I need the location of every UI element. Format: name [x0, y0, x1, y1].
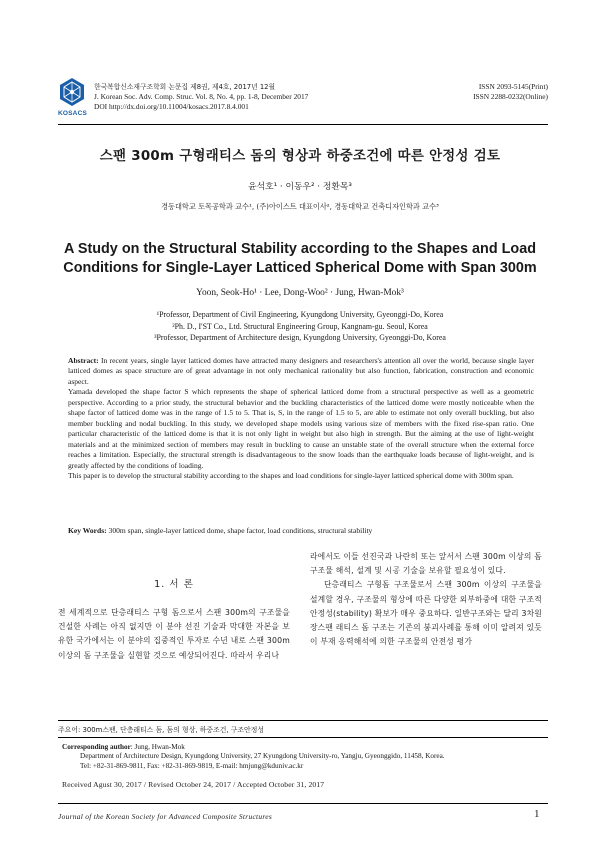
page-number: 1 [534, 808, 540, 820]
keywords-divider-top [58, 720, 548, 721]
issn-block [473, 82, 548, 102]
body-paragraph-right-2: 단층래티스 구형돔 구조물로서 스팬 300m 이상의 구조물을 설계할 경우, 구조물의 형상에 따른 다양한 외부하중에 대한 구조적 안정성(stability) 확보가 매우 중요하다. 일반구조와는 달리 3차원 장스팬 래티스 돔 구조는 기존의 붕괴사례를 통해 이미 알려져 있듯이 부재 응력해석에 의한 구조물의 안전성 평가 [310, 580, 542, 647]
received-dates: Received Agust 30, 2017 / Revised October 24, 2017 / Accepted October 31, 2017 [62, 780, 325, 789]
corresponding-address: Department of Architecture Design, Kyungdong University, 27 Kyungdong University-ro, Yangju, Gyeonggido, 11458, Korea. [80, 752, 445, 761]
abstract-paragraph-3: This paper is to develop the structural stability according to the shapes and load conditions for single-layer latticed spherical dome with 300m span. [68, 470, 514, 480]
kosacs-logo [58, 76, 86, 118]
english-title [40, 240, 560, 278]
issn-print: ISSN 2093-5145(Print) [478, 82, 548, 91]
corresponding-author-label: Corresponding author [62, 743, 131, 751]
affiliation-2: ²Ph. D., I'ST Co., Ltd. Structural Engineering Group, Kangnam-gu. Seoul, Korea [172, 321, 428, 331]
corresponding-author-name: : Jung, Hwan-Mok [130, 743, 185, 751]
abstract-text-1: In recent years, single layer latticed domes have attracted many designers and researchers's attention all over the world, because single layer latticed domes as space structure are of great advantage in not only mechanical rationality but also function, fabrication, construction and economic aspect. [68, 356, 534, 386]
body-left-column [58, 606, 290, 663]
abstract-paragraph-2: Yamada developed the shape factor S which represents the shape of spherical latticed dome from a structural perspective as well as a geometric perspective. According to a prior study, the structural behavior and the buckling characteristics of the latticed dome were mostly noticeable when the shape factor of latticed dome was in the range of 1.5 to 5. That is, S, in the range of 1.5 to 5, are able to estimate not only overall buckling, but also member buckling and nodal buckling. In this study, we developed shape models using various size of members with the fixed rise-span ratio. One particular characteristic of the latticed dome is that it is not only light in weight but also high in strength. But the aiming at the use of light-weight materials and at the minimized section of members may result in buckling to cause an unstable state of the overall structure when the external force reaches a limitation. Especially, the structural strength is disadvantageous to the snow loads than the earthquake loads because of light-weight, and is greatly affected by the conditions of loading. [68, 387, 534, 470]
abstract-label: Abstract: [68, 356, 99, 365]
keywords-text: 300m span, single-layer latticed dome, shape factor, load conditions, structural stability [108, 526, 373, 535]
body-right-column [310, 550, 542, 649]
journal-name-kr: 한국복합신소재구조학회 논문집 제8권, 제4호, 2017년 12월 [94, 83, 276, 91]
footer-journal-name: Journal of the Korean Society for Advanced Composite Structures [58, 812, 273, 821]
journal-name-en: J. Korean Soc. Adv. Comp. Struc. Vol. 8, No. 4, pp. 1-8, December 2017 [94, 92, 309, 101]
corresponding-author [62, 743, 542, 771]
korean-title: 스팬 300m 구형래티스 돔의 형상과 하중조건에 따른 안정성 검토 [99, 149, 501, 164]
keywords-label: Key Words: [68, 526, 107, 535]
affiliation-3: ³Professor, Department of Architecture design, Kyungdong University, Gyeonggi-Do, Korea [154, 333, 446, 342]
corresponding-contact: Tel: +82-31-869-9811, Fax: +82-31-869-9819, E-mail: hmjung@kduniv.ac.kr [80, 761, 304, 770]
doi-link[interactable]: DOI http://dx.doi.org/10.11004/kosacs.2017.8.4.001 [94, 102, 249, 111]
affiliation-1: ¹Professor, Department of Civil Engineering, Kyungdong University, Gyeonggi-Do, Korea [156, 310, 444, 319]
abstract-paragraph-1 [68, 356, 534, 387]
header-divider [58, 124, 548, 125]
english-affiliations [0, 309, 600, 344]
corresponding-author-line [62, 743, 542, 752]
korean-keywords: 주요어: 300m스팬, 단층래티스 돔, 돔의 형상, 하중조건, 구조안정성 [58, 726, 265, 734]
korean-authors: 윤석호¹ · 이동우² · 정환목³ [248, 182, 352, 192]
body-paragraph-left: 전 세계적으로 단층래티스 구형 돔으로서 스팬 300m의 구조물을 건설한 사례는 아직 없지만 이 분야 선진 기술과 막대한 자본을 보유한 국가에서는 이 분야의 집중적인 투자로 수년 내로 스팬 300m 이상의 돔 구조물을 실현할 것으로 예상되어진다. 따라서 우리나 [58, 608, 290, 660]
keywords-divider-bottom [58, 737, 548, 738]
keywords [68, 526, 534, 536]
journal-header [58, 74, 548, 122]
section-heading: 1. 서 론 [154, 579, 194, 590]
english-title-line2: Conditions for Single-Layer Latticed Spherical Dome with Span 300m [63, 260, 537, 276]
logo-text: KOSACS [58, 110, 88, 117]
footer-divider [58, 803, 548, 804]
issn-online: ISSN 2288-0232(Online) [473, 92, 548, 101]
english-authors: Yoon, Seok-Ho¹ · Lee, Dong-Woo² · Jung, Hwan-Mok³ [196, 288, 404, 298]
english-title-line1: A Study on the Structural Stability according to the Shapes and Load [63, 241, 536, 257]
abstract [68, 356, 534, 481]
journal-citation [94, 82, 308, 112]
korean-affiliations: 경동대학교 토목공학과 교수¹, (주)아이스트 대표이사², 경동대학교 건축디자인학과 교수³ [161, 202, 439, 211]
body-paragraph-right-1: 라에서도 이들 선진국과 나란히 또는 앞서서 스팬 300m 이상의 돔 구조물 해석, 설계 및 시공 기술을 보유할 필요성이 있다. [310, 552, 542, 576]
